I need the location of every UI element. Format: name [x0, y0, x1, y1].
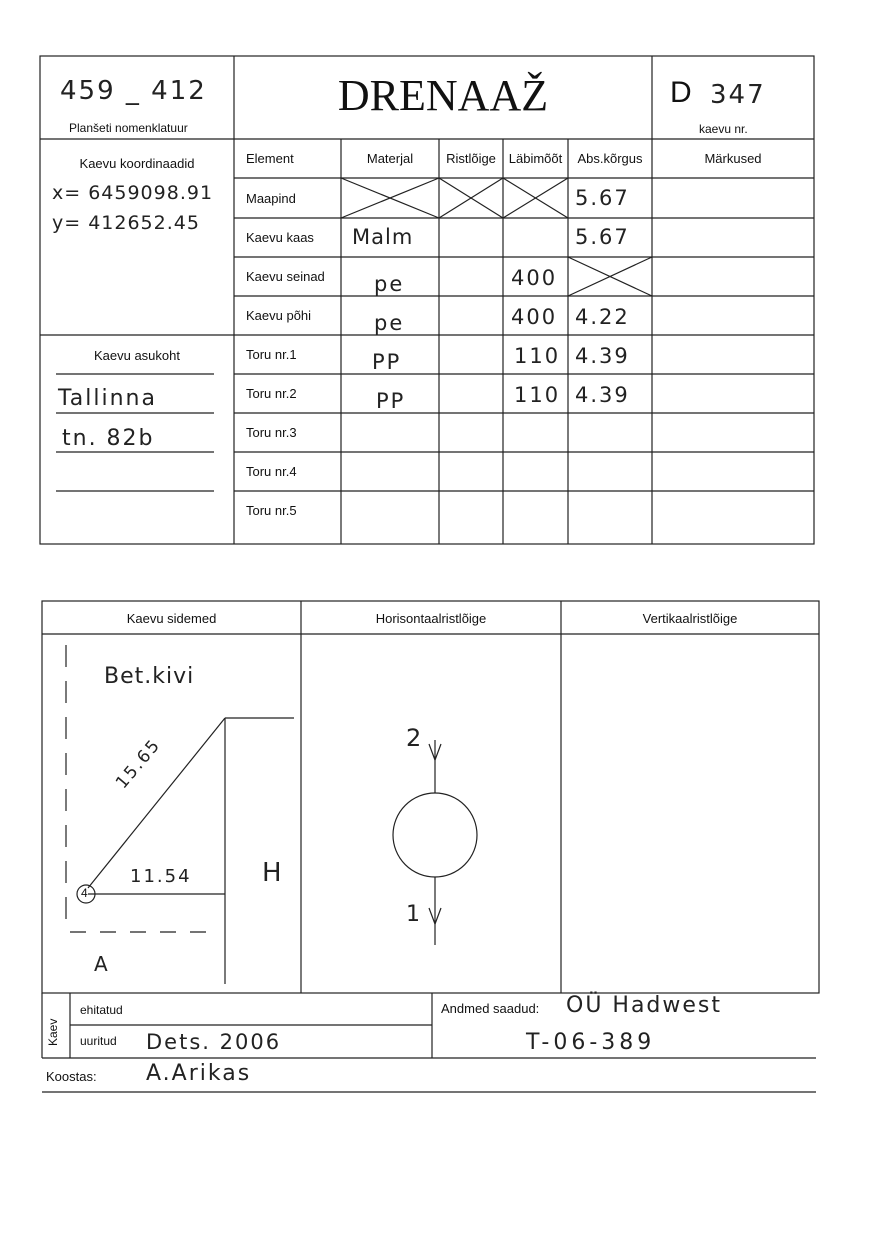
table-row: Toru nr.4 [246, 464, 297, 479]
cell-diameter: 110 [514, 344, 561, 368]
table-row: Toru nr.1 [246, 347, 297, 362]
cell-abs-height: 4.39 [575, 344, 630, 368]
author-label: Koostas: [46, 1069, 97, 1084]
surveyed-value: Dets. 2006 [146, 1030, 282, 1054]
ties-note: Bet.kivi [104, 664, 195, 689]
built-label: ehitatud [80, 1003, 123, 1017]
cell-material: PP [376, 389, 406, 413]
well-number: 347 [710, 80, 766, 110]
cell-abs-height: 4.22 [575, 305, 630, 329]
cell-abs-height: 4.39 [575, 383, 630, 407]
table-row: Toru nr.5 [246, 503, 297, 518]
cell-material: pe [374, 311, 405, 335]
coordinate-y: y= 412652.45 [52, 212, 200, 234]
well-prefix: D [670, 76, 692, 109]
location-label: Kaevu asukoht [93, 348, 180, 363]
page-title: DRENAAŽ [337, 71, 549, 120]
location-line2: tn. 82b [62, 426, 155, 451]
source-value: OÜ Hadwest [566, 993, 723, 1018]
coordinate-x: x= 6459098.91 [52, 182, 214, 204]
table-row: Kaevu seinad [246, 269, 325, 284]
table-row: Maapind [246, 191, 296, 206]
cell-abs-height: 5.67 [575, 186, 630, 210]
panel-title-horizontal-section: Horisontaalristlõige [375, 611, 487, 626]
point-a-label: A [94, 952, 110, 976]
source-code: T-06-389 [526, 1030, 656, 1055]
well-marker: 4 [81, 886, 88, 900]
well-label: kaevu nr. [699, 122, 748, 136]
column-header-material: Materjal [366, 151, 414, 166]
cell-material: Malm [352, 225, 414, 249]
sheet-label: Planšeti nomenklatuur [69, 121, 188, 135]
distance-horizontal: 11.54 [130, 866, 192, 887]
column-header-cross-section: Ristlõige [446, 151, 496, 166]
table-row: Kaevu kaas [246, 230, 314, 245]
table-row: Kaevu põhi [246, 308, 312, 323]
cell-diameter: 400 [511, 305, 558, 329]
distance-diagonal: 15.65 [112, 735, 166, 793]
location-line1: Tallinna [58, 386, 157, 411]
cell-abs-height: 5.67 [575, 225, 630, 249]
cell-diameter: 110 [514, 383, 561, 407]
pipe-outlet-label: 1 [406, 902, 422, 927]
column-header-remarks: Märkused [704, 151, 762, 166]
panel-title-vertical-section: Vertikaalristlõige [642, 611, 738, 626]
table-row: Toru nr.3 [246, 425, 297, 440]
column-header-abs-height: Abs.kõrgus [577, 151, 643, 166]
sheet-number: 459 _ 412 [60, 76, 207, 106]
source-label: Andmed saadud: [441, 1001, 540, 1016]
table-row: Toru nr.2 [246, 386, 297, 401]
cell-diameter: 400 [511, 266, 558, 290]
column-header-diameter: Läbimõõt [508, 151, 563, 166]
surveyed-label: uuritud [80, 1034, 117, 1048]
author-value: A.Arikas [146, 1061, 252, 1086]
column-header-element: Element [246, 151, 294, 166]
pipe-inlet-label: 2 [406, 724, 424, 752]
coordinates-label: Kaevu koordinaadid [79, 156, 195, 171]
point-h-label: H [262, 858, 284, 888]
cell-material: PP [372, 350, 402, 374]
cell-material: pe [374, 272, 405, 296]
panel-title-ties: Kaevu sidemed [126, 611, 217, 626]
kaev-label: Kaev [46, 1018, 60, 1046]
